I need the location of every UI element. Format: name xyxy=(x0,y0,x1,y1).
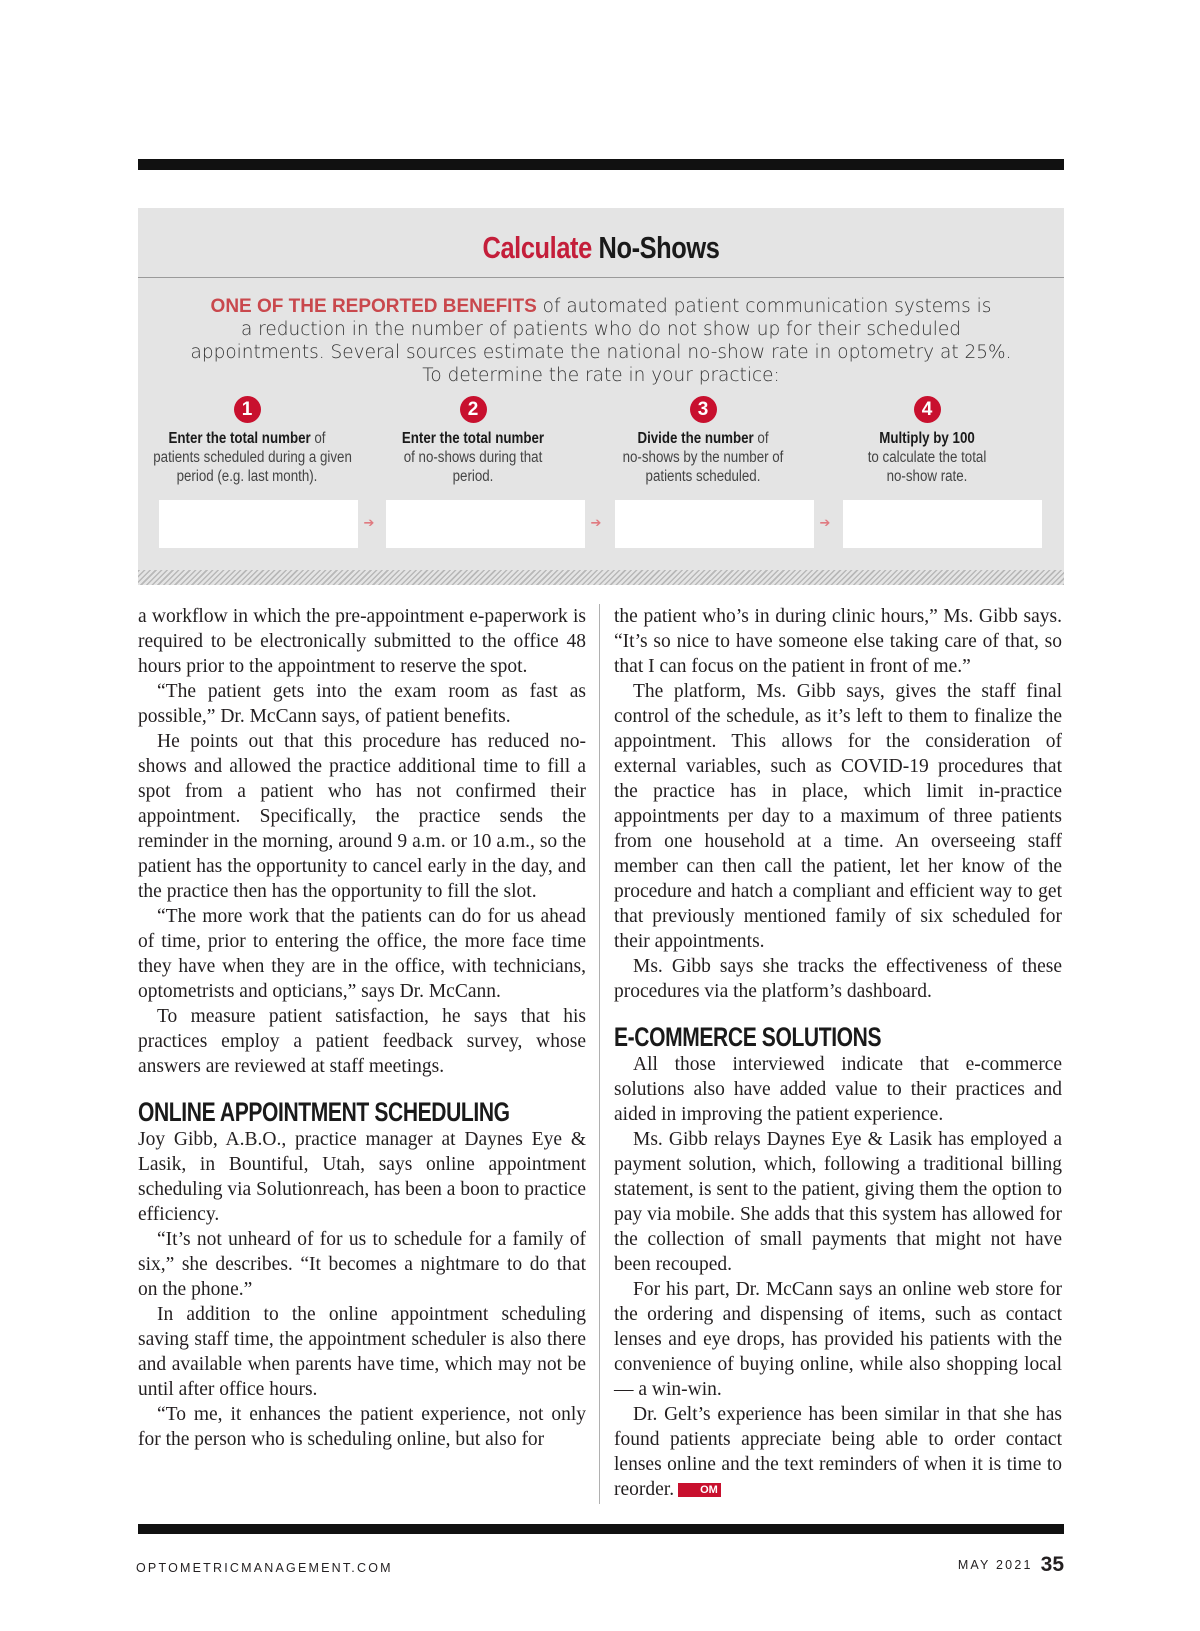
paragraph: “It’s not unheard of for us to schedule for a family of six,” she describes. “It becomes a nightmare to do that on the phone.” xyxy=(138,1229,586,1300)
paragraph xyxy=(614,1402,1062,1502)
paragraph: In addition to the online appointment scheduling saving staff time, the appointment scheduler is also there and available when parents have time, which may not be until after office hours. xyxy=(138,1304,586,1400)
sidebar-intro-lead: ONE OF THE REPORTED BENEFITS xyxy=(210,296,537,317)
paragraph: “The patient gets into the exam room as fast as possible,” Dr. McCann says, of patient benefits. xyxy=(138,681,586,727)
footer-folio xyxy=(958,1553,1064,1577)
sidebar-intro xyxy=(148,295,1054,387)
sidebar-title xyxy=(221,230,980,266)
page-number: 35 xyxy=(1040,1553,1064,1576)
om-end-mark-icon: OM xyxy=(678,1483,721,1497)
sidebar-title-rest: No-Shows xyxy=(598,230,720,265)
paragraph: the patient who’s in during clinic hours,” Ms. Gibb says. “It’s so nice to have someone else taking care of that, so that I can focus on the patient in front of me.” xyxy=(614,606,1062,677)
paragraph: For his part, Dr. McCann says an online web store for the ordering and dispensing of items, such as contact lenses and eye drops, has provided his patients with the convenience of buying online, while also shopping local — a win-win. xyxy=(614,1279,1062,1400)
step-number-badge: 4 xyxy=(914,396,941,423)
sidebar-intro-line3: appointments. Several sources estimate the national no-show rate in optometry at 25%. xyxy=(190,342,1012,363)
sidebar-intro-line4: To determine the rate in your practice: xyxy=(422,365,780,386)
step-number-badge: 1 xyxy=(234,396,261,423)
paragraph-text: Dr. Gelt’s experience has been similar in that she has found patients appreciate being able to order contact lenses online and the text reminders of when it is time to reorder. xyxy=(614,1404,1062,1500)
step-description: Divide the number of no-shows by the number of patients scheduled. xyxy=(622,430,784,485)
step-description: Multiply by 100 to calculate the total no-show rate. xyxy=(867,430,987,485)
step-1 xyxy=(138,396,356,486)
step-3-entry-box[interactable] xyxy=(615,500,814,548)
paragraph: a workflow in which the pre-appointment e-paperwork is required to be electronically submitted to the office 48 hours prior to the appointment to reserve the spot. xyxy=(138,606,586,677)
paragraph: Ms. Gibb relays Daynes Eye & Lasik has employed a payment solution, which, following a traditional billing statement, is sent to the patient, giving them the option to pay via mobile. She adds that this system has allowed for the collection of small payments that might not have been recouped. xyxy=(614,1129,1062,1275)
calculate-no-shows-sidebar xyxy=(138,208,1064,585)
paragraph: Joy Gibb, A.B.O., practice manager at Daynes Eye & Lasik, in Bountiful, Utah, says online appointment scheduling via Solutionreach, has been a boon to practice efficiency. xyxy=(138,1129,586,1225)
paragraph: Ms. Gibb says she tracks the effectiveness of these procedures via the platform’s dashboard. xyxy=(614,956,1062,1002)
right-column xyxy=(614,604,1062,1502)
step-2 xyxy=(364,396,582,486)
arrow-right-icon: ➔ xyxy=(363,516,375,531)
step-number-badge: 2 xyxy=(460,396,487,423)
step-4 xyxy=(818,396,1036,486)
paragraph: The platform, Ms. Gibb says, gives the staff final control of the schedule, as it’s left to them to finalize the appointment. This allows for the consideration of external variables, such as COVID-19 procedures that the practice has in place, which limit in-practice appointments per day to a maximum of three patients from one household at a time. An overseeing staff member can then call the patient, let her know of the procedure and hatch a compliant and efficient way to get that previously mentioned family of six scheduled for their appointments. xyxy=(614,681,1062,952)
step-description: Enter the total number of no-shows during that period. xyxy=(401,430,545,485)
sidebar-intro-line2: a reduction in the number of patients who do not show up for their scheduled xyxy=(240,319,962,340)
section-heading-online-scheduling: ONLINE APPOINTMENT SCHEDULING xyxy=(138,1097,510,1127)
footer-website: OPTOMETRICMANAGEMENT.COM xyxy=(136,1561,393,1575)
sidebar-title-divider xyxy=(138,277,1064,278)
step-1-entry-box[interactable] xyxy=(159,500,358,548)
step-3 xyxy=(594,396,812,486)
sidebar-hatch-border xyxy=(138,570,1064,585)
step-4-entry-box[interactable] xyxy=(843,500,1042,548)
step-2-entry-box[interactable] xyxy=(386,500,585,548)
sidebar-intro-line1: of automated patient communication systems is xyxy=(536,296,992,317)
paragraph: All those interviewed indicate that e-commerce solutions also have added value to their practices and aided in improving the patient experience. xyxy=(614,1054,1062,1125)
step-number-badge: 3 xyxy=(690,396,717,423)
paragraph: “To me, it enhances the patient experience, not only for the person who is scheduling online, but also for xyxy=(138,1404,586,1450)
left-column xyxy=(138,604,586,1452)
paragraph: He points out that this procedure has reduced no-shows and allowed the practice additional time to fill a spot from a patient who has not confirmed their appointment. Specifically, the practice sends the reminder in the morning, around 9 a.m. or 10 a.m., so the patient has the opportunity to cancel early in the day, and the practice then has the opportunity to fill the slot. xyxy=(138,731,586,902)
column-divider xyxy=(599,604,600,1504)
footer-date: MAY 2021 xyxy=(957,1558,1033,1572)
section-heading-ecommerce: E-COMMERCE SOLUTIONS xyxy=(614,1022,882,1052)
paragraph: To measure patient satisfaction, he says that his practices employ a patient feedback survey, whose answers are reviewed at staff meetings. xyxy=(138,1006,586,1077)
arrow-right-icon: ➔ xyxy=(590,516,602,531)
sidebar-title-accent: Calculate xyxy=(482,230,592,265)
top-rule xyxy=(138,159,1064,170)
arrow-right-icon: ➔ xyxy=(819,516,831,531)
bottom-rule xyxy=(138,1524,1064,1534)
paragraph: “The more work that the patients can do for us ahead of time, prior to entering the office, the more face time they have when they are in the office, with technicians, optometrists and opticians,” says Dr. McCann. xyxy=(138,906,586,1002)
step-description: Enter the total number of patients scheduled during a given period (e.g. last month). xyxy=(153,430,352,485)
